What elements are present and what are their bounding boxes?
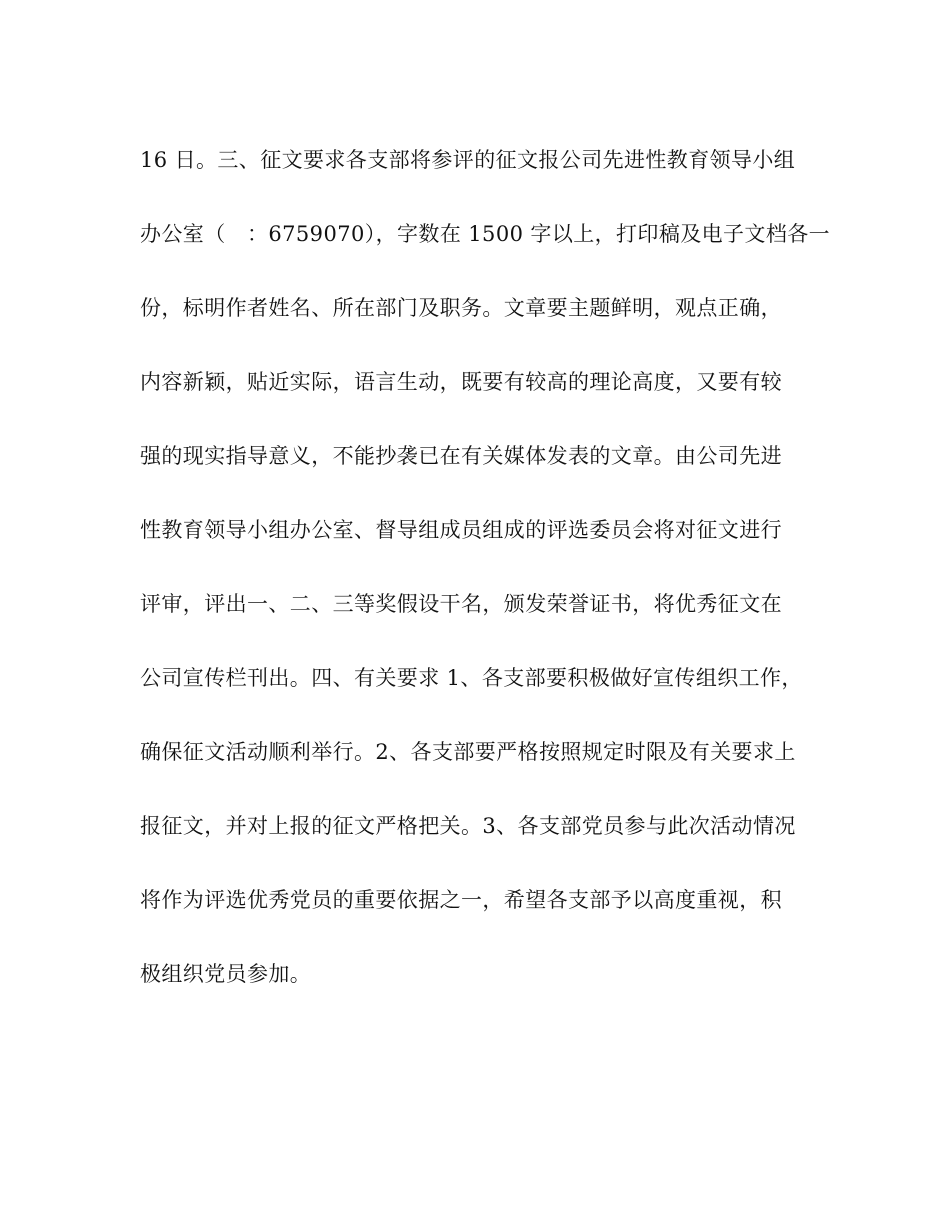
text-line-10: 报征文，并对上报的征文严格把关。3、各支部党员参与此次活动情况 — [140, 814, 796, 838]
text-line-8: 公司宣传栏刊出。四、有关要求 1、各支部要积极做好宣传组织工作， — [140, 666, 803, 690]
text-line-11: 将作为评选优秀党员的重要依据之一，希望各支部予以高度重视，积 — [140, 888, 782, 912]
text-line-7: 评审，评出一、二、三等奖假设干名，颁发荣誉证书，将优秀征文在 — [140, 592, 782, 616]
text-line-4: 内容新颖，贴近实际，语言生动，既要有较高的理论高度，又要有较 — [140, 370, 782, 394]
text-line-1: 16 日。三、征文要求各支部将参评的征文报公司先进性教育领导小组 — [140, 148, 796, 172]
text-line-3: 份，标明作者姓名、所在部门及职务。文章要主题鲜明，观点正确， — [140, 296, 782, 320]
text-line-5: 强的现实指导意义，不能抄袭已在有关媒体发表的文章。由公司先进 — [140, 444, 782, 468]
text-line-2: 办公室（ ：6759070），字数在 1500 字以上，打印稿及电子文档各一 — [140, 222, 831, 246]
text-line-6: 性教育领导小组办公室、督导组成员组成的评选委员会将对征文进行 — [140, 518, 782, 542]
text-line-9: 确保征文活动顺利举行。2、各支部要严格按照规定时限及有关要求上 — [140, 740, 796, 764]
body-text — [140, 138, 831, 1026]
text-line-12: 极组织党员参加。 — [140, 962, 312, 986]
